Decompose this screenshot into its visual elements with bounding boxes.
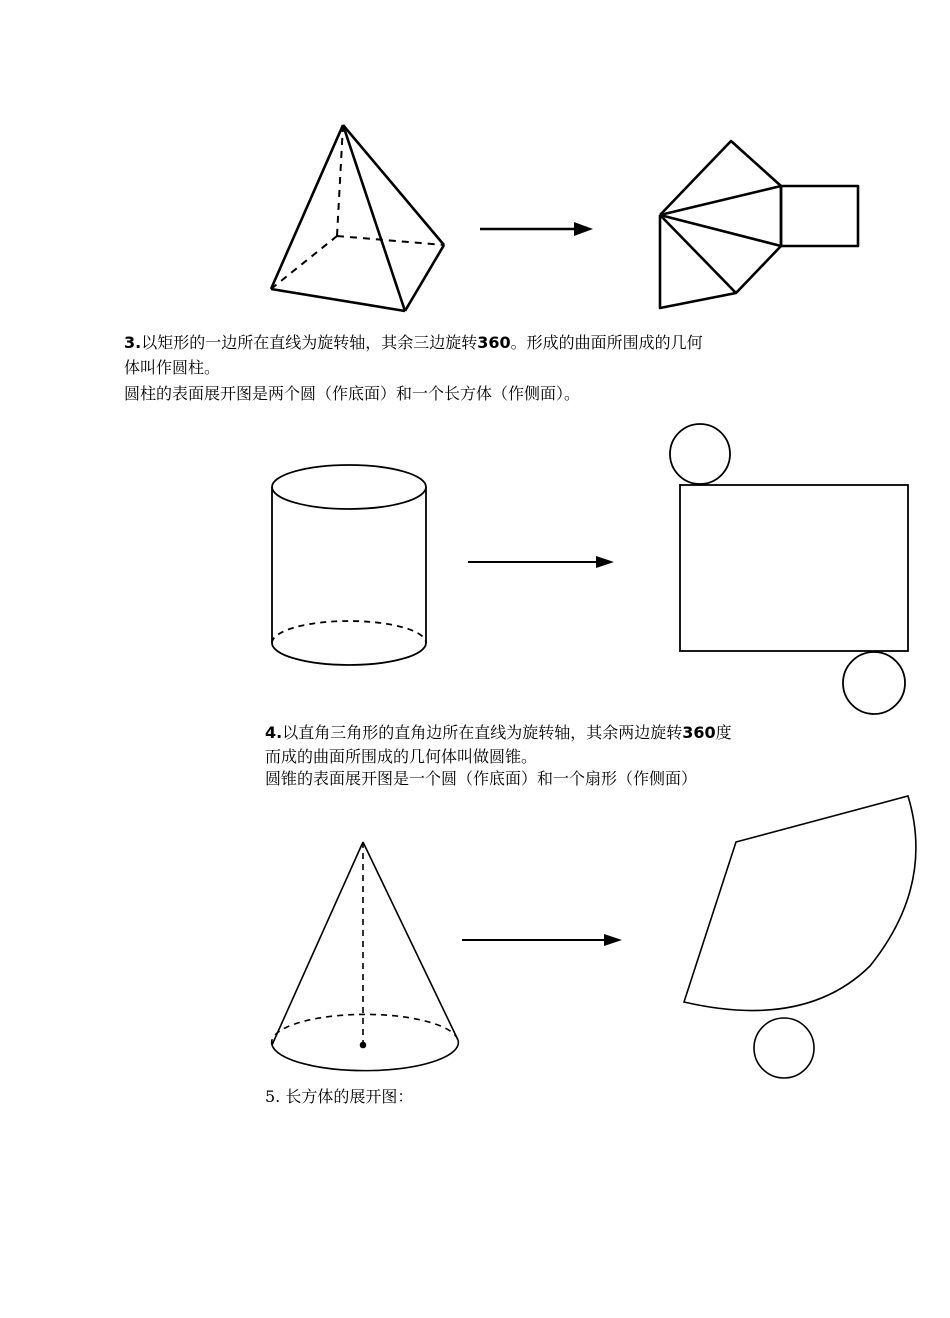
section-4-line-3: 圆锥的表面展开图是一个圆（作底面）和一个扇形（作侧面）: [265, 769, 698, 788]
section-5-title: 5. 长方体的展开图：: [265, 1087, 414, 1106]
pyramid-net: [660, 141, 858, 308]
section-3-line-1: 3.以矩形的一边所在直线为旋转轴，其余三边旋转360。形成的曲面所围成的几何: [124, 333, 703, 352]
section-3-line-2: 体叫作圆柱。: [124, 358, 221, 377]
arrow-1: [480, 222, 593, 236]
pyramid-figure: [0, 0, 950, 320]
pyramid-solid: [271, 125, 444, 311]
cylinder-net: [670, 424, 908, 714]
cylinder-solid: [272, 465, 426, 665]
arrow-3: [462, 934, 622, 946]
cone-solid: [272, 842, 459, 1071]
cone-net: [684, 796, 916, 1078]
section-4-line-1: 4.以直角三角形的直角边所在直线为旋转轴，其余两边旋转360度: [265, 723, 732, 742]
arrow-2: [468, 556, 614, 568]
section-3-line-3: 圆柱的表面展开图是两个圆（作底面）和一个长方体（作侧面）。: [124, 384, 581, 403]
section-4-line-2: 而成的曲面所围成的几何体叫做圆锥。: [265, 747, 538, 766]
